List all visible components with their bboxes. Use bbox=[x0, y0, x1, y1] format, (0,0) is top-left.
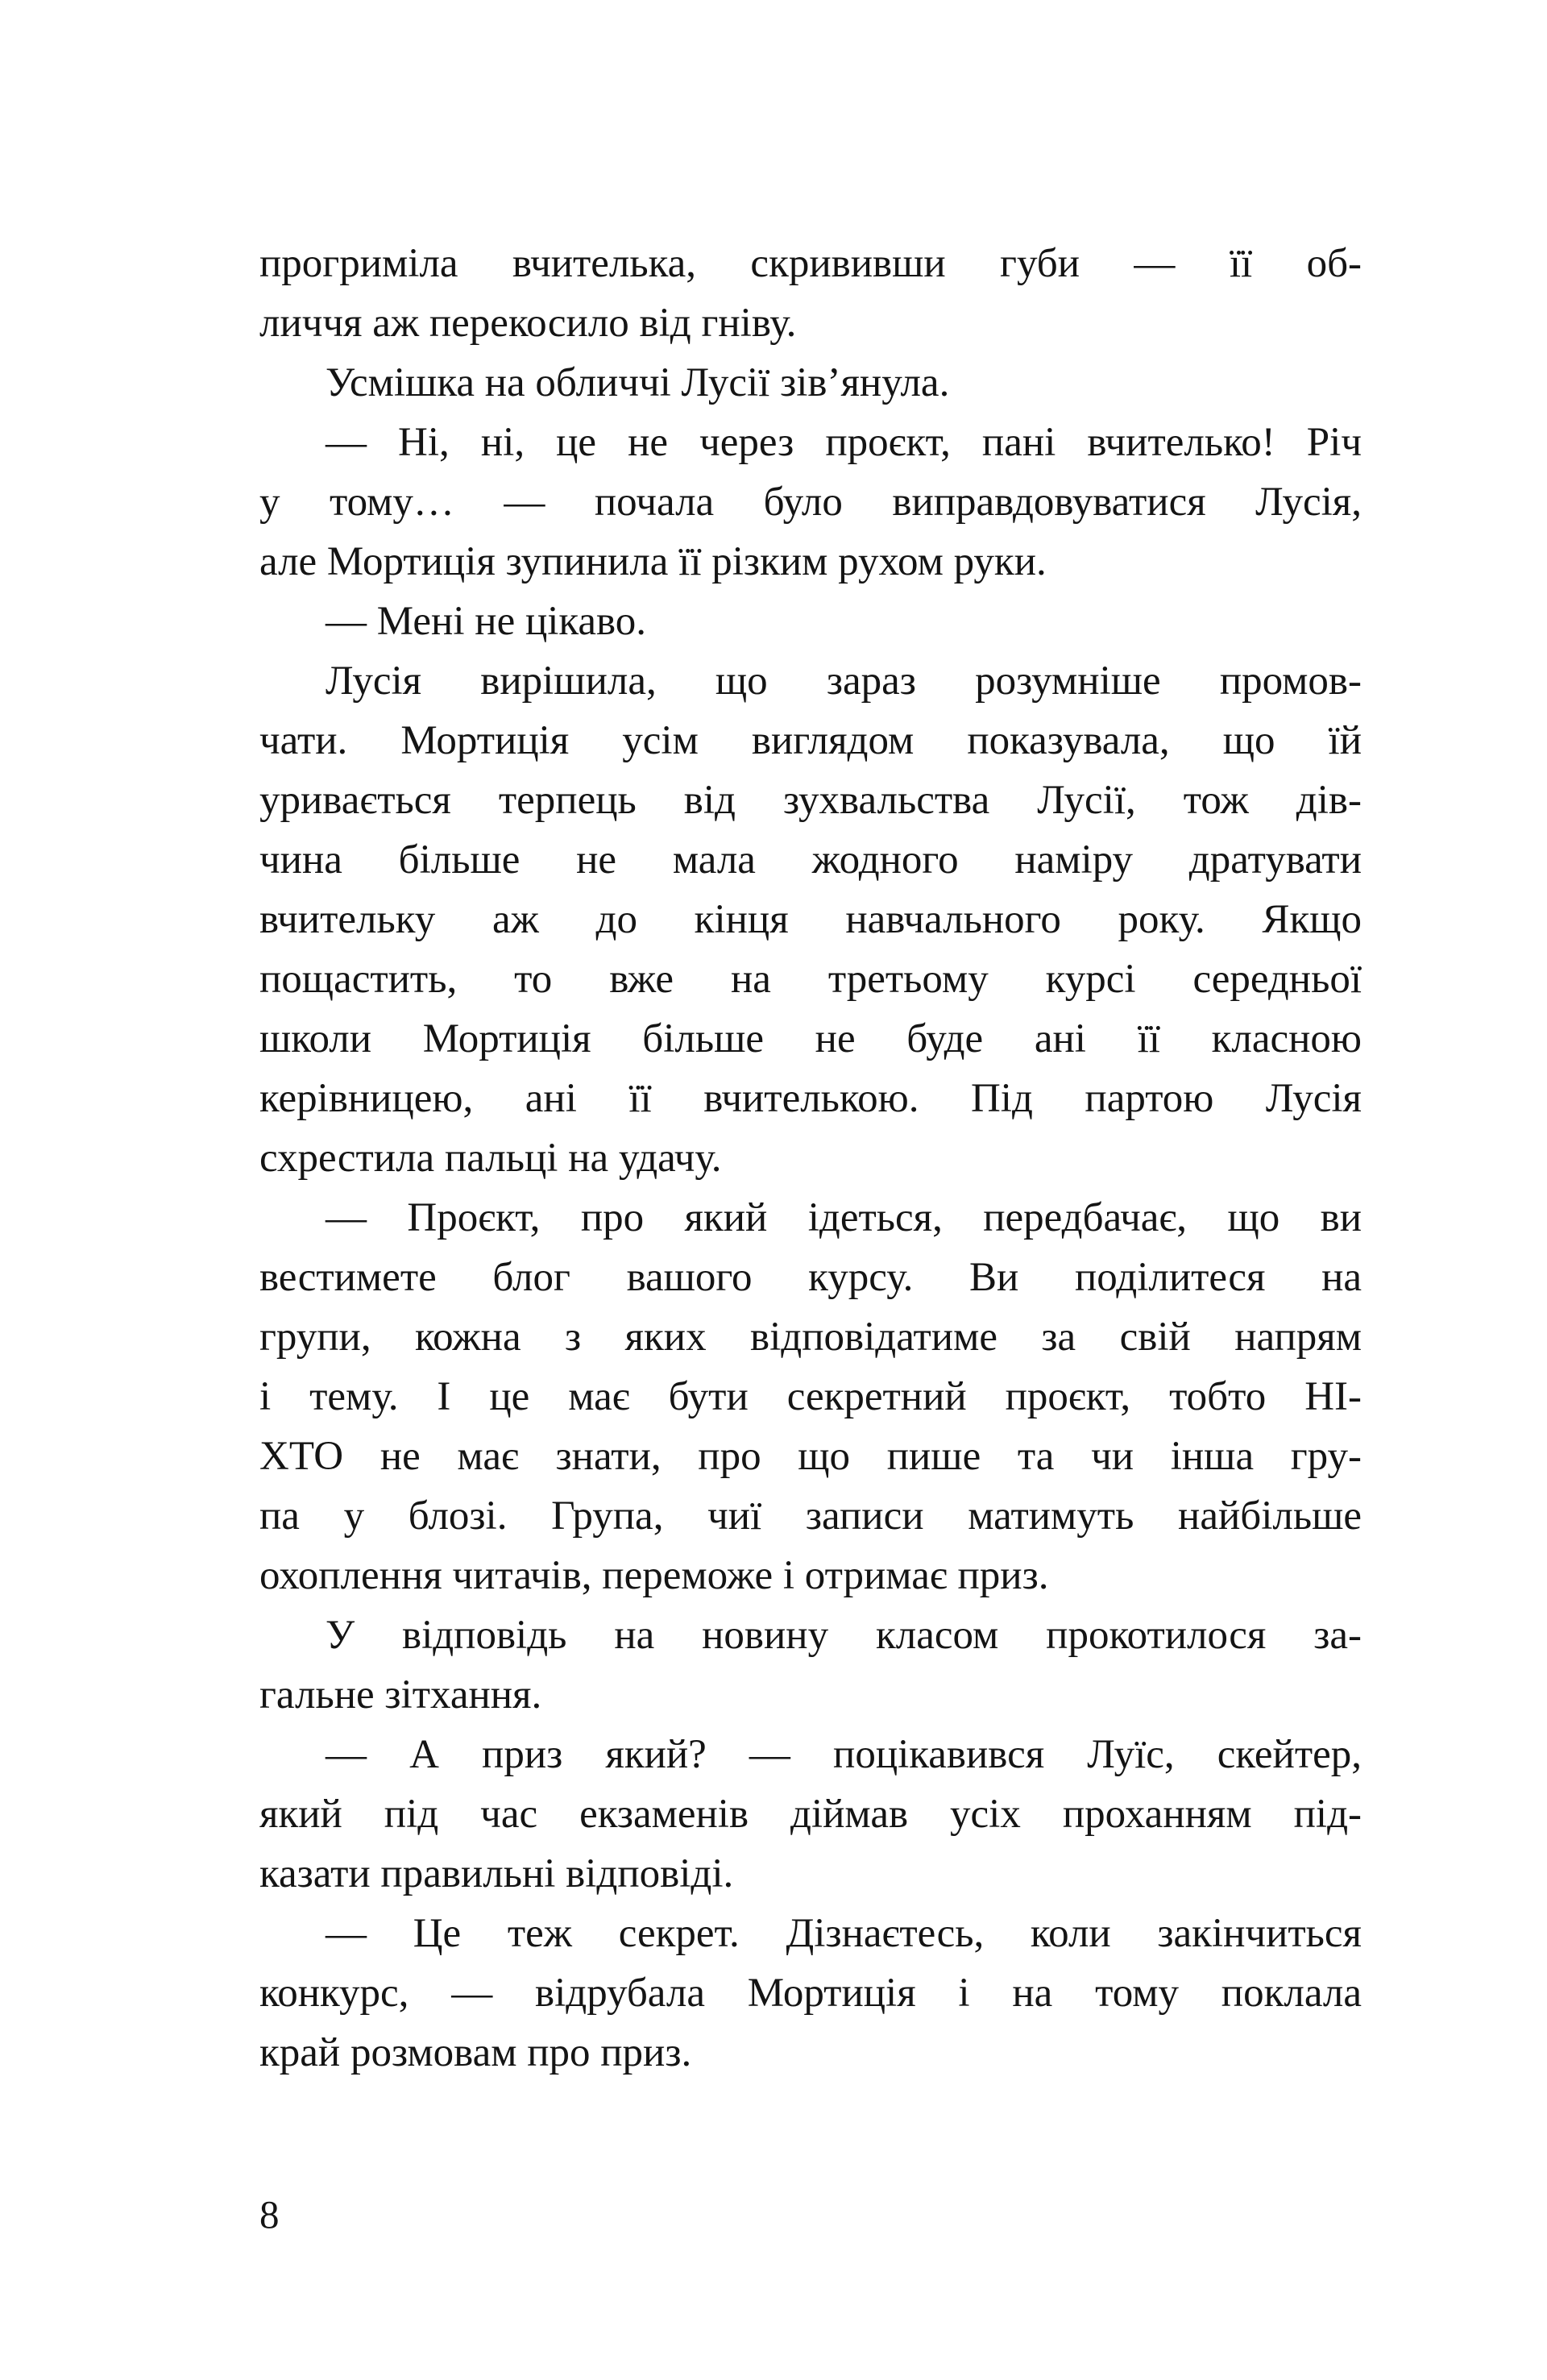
text-line: личчя аж перекосило від гніву. bbox=[259, 301, 797, 346]
text-line: Лусія вирішила, що зараз розумніше промов- bbox=[326, 658, 1362, 704]
text-line: — Мені не цікаво. bbox=[326, 599, 647, 644]
text-line: але Мортиція зупинила її різким рухом руки. bbox=[259, 539, 1047, 584]
text-line: ХТО не має знати, про що пише та чи інша гру- bbox=[259, 1434, 1362, 1479]
paragraph bbox=[259, 1725, 1362, 1904]
text-line: керівницею, ані її вчителькою. Під партою Лусія bbox=[259, 1076, 1362, 1121]
text-line: і тему. І це має бути секретний проєкт, тобто НІ- bbox=[259, 1374, 1362, 1419]
text-line: пощастить, то вже на третьому курсі середньої bbox=[259, 957, 1362, 1002]
text-line: у тому… — почала було виправдовуватися Лусія, bbox=[259, 480, 1362, 525]
text-line: Усмішка на обличчі Лусії зів’янула. bbox=[326, 360, 950, 405]
page-text bbox=[259, 234, 1362, 2083]
paragraph bbox=[259, 234, 1362, 353]
paragraph bbox=[259, 413, 1362, 592]
text-line: — Ні, ні, це не через проєкт, пані вчителько! Річ bbox=[326, 420, 1362, 465]
text-line: — Це теж секрет. Дізнаєтесь, коли закінчиться bbox=[326, 1911, 1362, 1956]
text-line: охоплення читачів, переможе і отримає приз. bbox=[259, 1553, 1049, 1598]
text-line: — Проєкт, про який ідеться, передбачає, що ви bbox=[326, 1195, 1362, 1240]
text-line: чати. Мортиція усім виглядом показувала, що їй bbox=[259, 718, 1362, 763]
text-line: схрестила пальці на удачу. bbox=[259, 1136, 722, 1181]
text-line: конкурс, — відрубала Мортиція і на тому поклала bbox=[259, 1971, 1362, 2016]
paragraph bbox=[259, 651, 1362, 1188]
text-line: У відповідь на новину класом прокотилося за- bbox=[326, 1613, 1362, 1658]
text-line: чина більше не мала жодного наміру дратувати bbox=[259, 837, 1362, 883]
text-line: вестимете блог вашого курсу. Ви поділитеся на bbox=[259, 1255, 1362, 1300]
text-line: прогриміла вчителька, скрививши губи — її об- bbox=[259, 241, 1362, 286]
text-line: уривається терпець від зухвальства Лусії, тож дів- bbox=[259, 778, 1362, 823]
text-line: вчительку аж до кінця навчального року. Якщо bbox=[259, 897, 1362, 942]
text-line: групи, кожна з яких відповідатиме за свій напрям bbox=[259, 1315, 1362, 1360]
text-line: гальне зітхання. bbox=[259, 1672, 542, 1718]
page-number: 8 bbox=[259, 2192, 280, 2237]
paragraph bbox=[259, 592, 1362, 651]
paragraph bbox=[259, 1904, 1362, 2083]
text-line: край розмовам про приз. bbox=[259, 2030, 692, 2075]
text-line: па у блозі. Група, чиї записи матимуть найбільше bbox=[259, 1493, 1362, 1539]
text-line: казати правильні відповіді. bbox=[259, 1851, 734, 1896]
text-line: який під час екзаменів діймав усіх проханням під- bbox=[259, 1792, 1362, 1837]
text-line: школи Мортиція більше не буде ані її класною bbox=[259, 1016, 1362, 1061]
paragraph bbox=[259, 1605, 1362, 1725]
text-line: — А приз який? — поцікавився Луїс, скейтер, bbox=[326, 1732, 1362, 1777]
paragraph bbox=[259, 353, 1362, 413]
paragraph bbox=[259, 1188, 1362, 1605]
